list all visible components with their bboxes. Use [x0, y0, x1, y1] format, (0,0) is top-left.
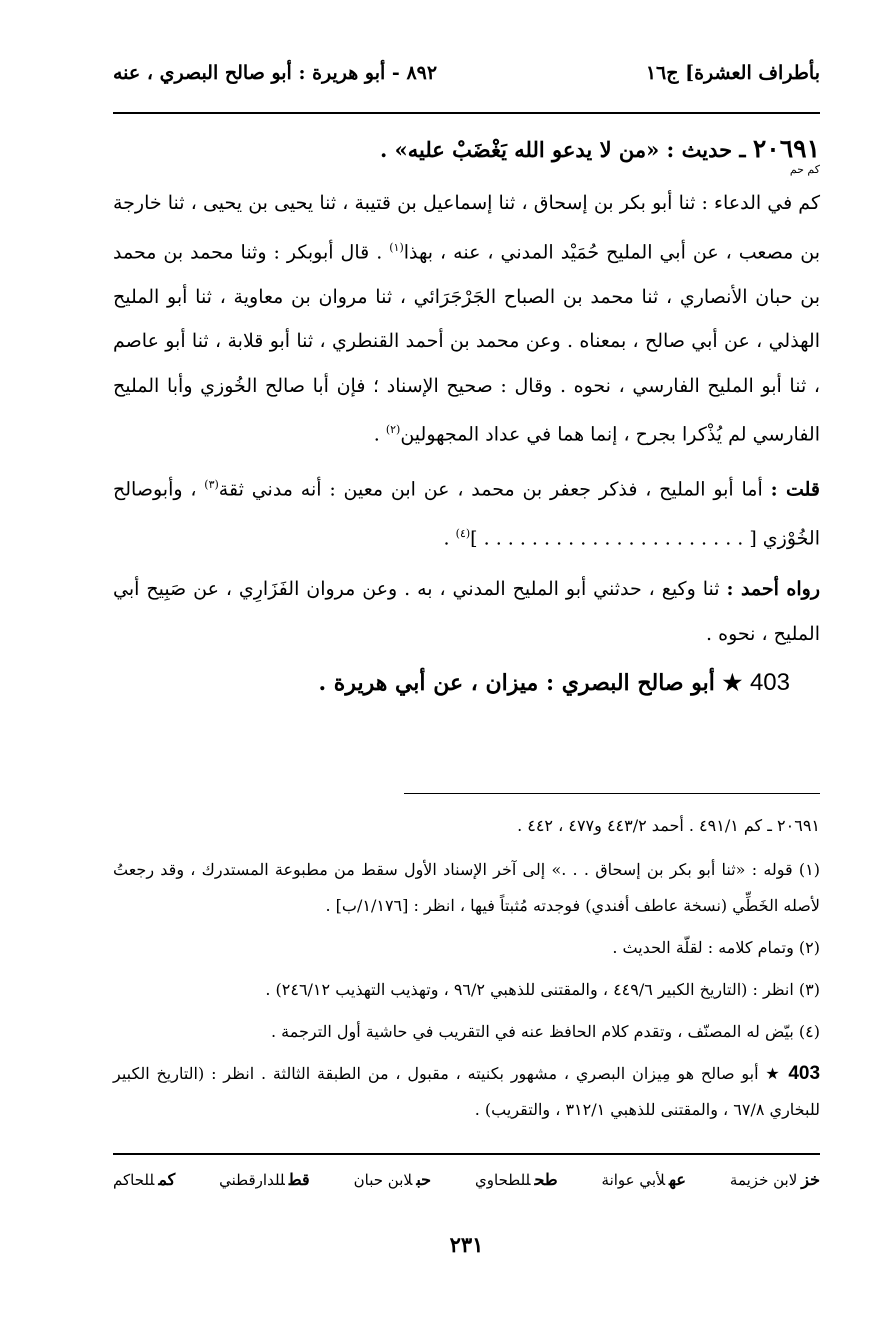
footnote-marker-4: (٤): [455, 527, 471, 541]
legend-item: [113, 1170, 175, 1189]
footnote-4: (٤) بيّض له المصنّف ، وتقدم كلام الحافظ عنه في التقريب في حاشية أول الترجمة .: [270, 1022, 820, 1041]
footnote-403-text: أبو صالح هو مِيزان البصري ، مشهور بكنيته ، مقبول ، من الطبقة الثالثة . انظر : (التاريخ الكبير للبخاري ٦٧/٨ ، والمقتنى للذهبي ٣١٢/١ ، والتقريب) .: [113, 1064, 820, 1119]
footnotes: [113, 808, 820, 1134]
isnad-text: .: [373, 423, 386, 446]
footnote-marker-1: (١): [389, 240, 404, 254]
footnote-marker-3: (٣): [204, 478, 219, 492]
main-text: [113, 132, 820, 704]
commentary-text: .: [443, 527, 456, 550]
commentary-text: أما أبو المليح ، فذكر جعفر بن محمد ، عن ابن معين : أنه مدني ثقة: [218, 478, 771, 501]
narrator-number: 403: [749, 669, 790, 697]
legend-name: للدارقطني: [219, 1171, 285, 1189]
legend-code: عه: [669, 1170, 686, 1189]
legend-item: [219, 1170, 310, 1189]
narrator-text: أبو صالح البصري : ميزان ، عن أبي هريرة .: [318, 670, 715, 697]
footnote-403-number: 403: [788, 1063, 821, 1084]
legend-code: طح: [534, 1170, 558, 1189]
legend-code: حب: [416, 1170, 432, 1189]
footnote-1: (١) قوله : «ثنا أبو بكر بن إسحاق . . .» إلى آخر الإسناد الأول سقط من مطبوعة المستدرك ، وقد رجعتُ لأصله الخَطِّي (نسخة عاطف أفندي) فوجدته مُثبتاً فيها ، انظر : [١/١٧٦/ب] .: [113, 860, 821, 915]
footnotes-rule: [404, 793, 820, 794]
ahmad-paragraph: [113, 567, 820, 656]
footnote-403: [113, 1056, 820, 1128]
legend-code: خز: [801, 1170, 820, 1189]
star-icon: ★: [765, 1064, 782, 1083]
isnad-text: كم في الدعاء : ثنا أبو بكر بن إسحاق ، ثنا إسماعيل بن قتيبة ، ثنا يحيى بن يحيى ، ثنا خارجة بن مصعب ، عن أبي المليح حُمَيْد المدني ، عنه ، بهذا: [113, 192, 820, 263]
hadith-sources: كم حم: [789, 163, 820, 176]
legend-name: للحاكم: [113, 1171, 155, 1189]
commentary-text: ، وأبوصالح الخُوْزي [: [113, 478, 820, 550]
legend-item: [602, 1170, 686, 1189]
legend-name: لأبي عوانة: [601, 1171, 666, 1189]
running-header: [113, 62, 820, 96]
header-volume-title: بأطراف العشرة] ج١٦: [645, 62, 820, 84]
hadith-number: ٢٠٦٩١: [752, 134, 820, 163]
commentary-lead: قلت :: [770, 478, 820, 501]
legend-rule: [113, 1153, 820, 1155]
footnote-2: (٢) وتمام كلامه : لقلّة الحديث .: [612, 938, 820, 957]
header-rule: [113, 112, 820, 114]
abbreviation-legend: [113, 1170, 820, 1189]
narrator-heading: [113, 662, 820, 704]
blank-dots: . . . . . . . . . . . . . . . . . . . . . .: [483, 527, 744, 550]
hadith-text: «من لا يدعو الله يَغْضَبْ عليه» .: [380, 137, 660, 162]
legend-code: كم: [158, 1170, 176, 1189]
commentary-paragraph: [113, 463, 820, 561]
book-page: [113, 0, 820, 1329]
hadith-heading: [113, 132, 820, 167]
page-number: ٢٣١: [449, 1232, 484, 1257]
ahmad-lead: رواه أحمد :: [726, 578, 821, 601]
legend-item: [475, 1170, 558, 1189]
isnad-text: . قال أبوبكر : وثنا محمد بن محمد بن حبان الأنصاري ، ثنا محمد بن الصباح الجَرْجَرَائي ، ثنا مروان بن معاوية ، ثنا أبو المليح الهذلي ، عن أبي صالح ، بمعناه . وعن محمد بن أحمد القنطري ، ثنا أبو قلابة ، ثنا أبو عاصم ، ثنا أبو المليح الفارسي ، نحوه . وقال : صحيح الإسناد ؛ فإن أبا صالح الخُوزي وأبا المليح الفارسي لم يُذْكرا بجرح ، إنما هما في عداد المجهولين: [113, 240, 820, 446]
legend-item: [730, 1170, 820, 1189]
ahmad-text: ثنا وكيع ، حدثني أبو المليح المدني ، به . وعن مروان الفَزَارِي ، عن صَبِيح أبي المليح ، نحوه .: [113, 578, 820, 645]
hadith-label: ـ حديث :: [666, 137, 746, 162]
commentary-text: ]: [470, 527, 484, 550]
header-chapter-title: ٨٩٢ - أبو هريرة : أبو صالح البصري ، عنه: [113, 62, 438, 84]
footnote-3: (٣) انظر : (التاريخ الكبير ٤٤٩/٦ ، والمقتنى للذهبي ٩٦/٢ ، وتهذيب التهذيب ٢٤٦/١٢) .: [265, 980, 820, 999]
legend-code: قط: [288, 1170, 310, 1189]
footnote-marker-2: (٢): [385, 423, 401, 437]
legend-name: للطحاوي: [475, 1171, 531, 1189]
footnote-reference: ٢٠٦٩١ ـ كم ٤٩١/١ . أحمد ٤٤٣/٢ و٤٧٧ ، ٤٤٢ .: [517, 816, 820, 835]
star-icon: ★: [722, 670, 743, 697]
legend-name: لابن خزيمة: [729, 1171, 798, 1189]
legend-name: لابن حبان: [353, 1171, 413, 1189]
isnad-paragraph-1: [113, 181, 820, 457]
legend-item: [354, 1170, 431, 1189]
